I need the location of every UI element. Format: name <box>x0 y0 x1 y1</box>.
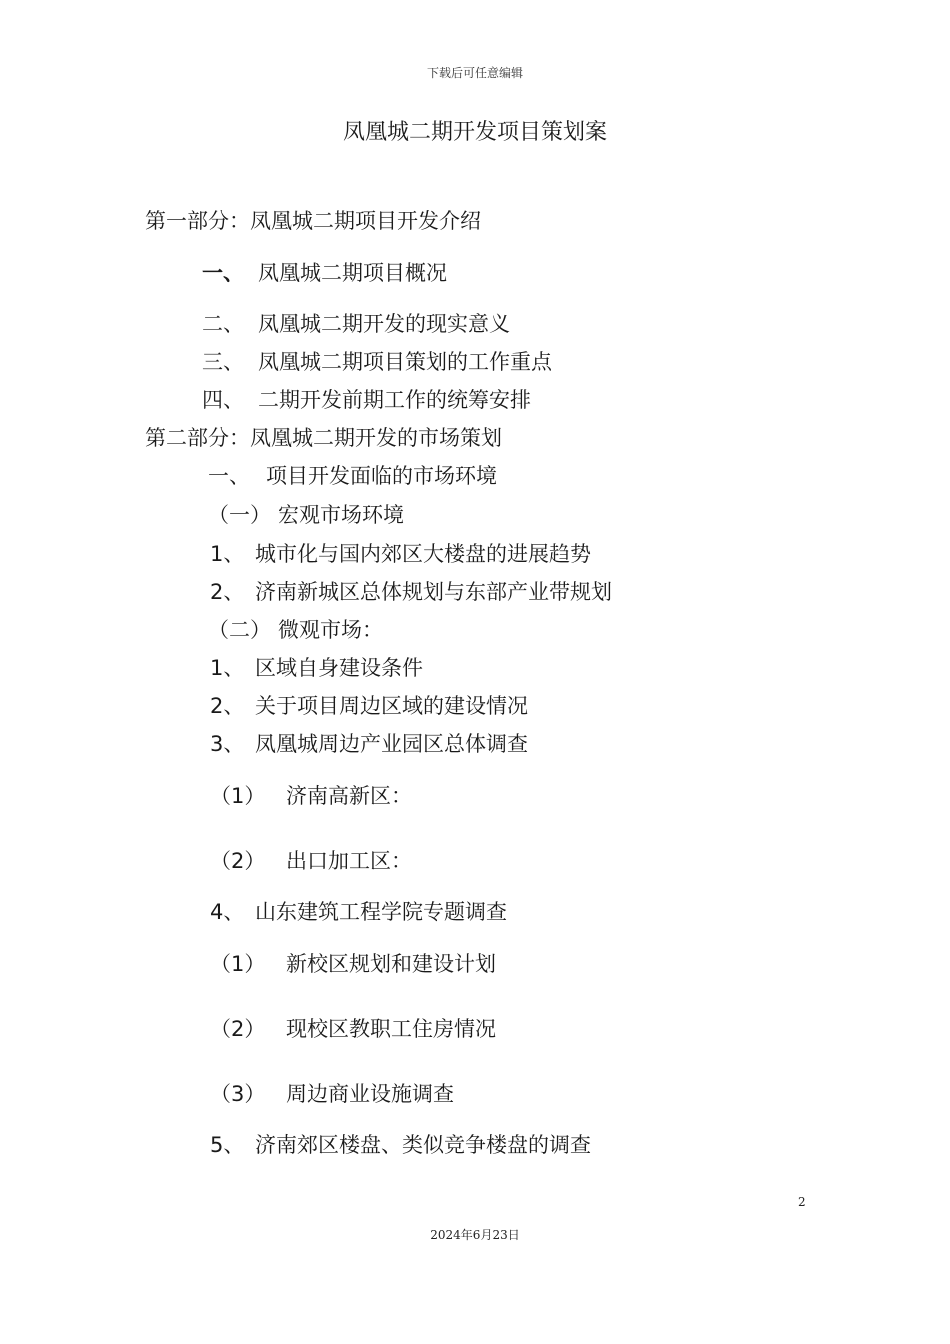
outline-item-marker: 三、 <box>202 350 244 374</box>
outline-item <box>202 390 531 411</box>
outline-item-text: 第二部分：凤凰城二期开发的市场策划 <box>145 426 502 450</box>
outline-item <box>210 544 591 565</box>
outline-item-text: 二期开发前期工作的统筹安排 <box>258 388 531 412</box>
outline-item-marker: （一） <box>208 503 271 527</box>
outline-item-text: 新校区规划和建设计划 <box>286 952 496 976</box>
outline-item-marker: 4、 <box>210 900 245 924</box>
outline-item-marker: （2） <box>210 1017 266 1041</box>
outline-item-text: 山东建筑工程学院专题调查 <box>255 900 507 924</box>
footer-date: 2024年6月23日 <box>430 1228 520 1242</box>
outline-item <box>202 314 510 335</box>
outline-item <box>210 582 612 603</box>
outline-item-text: 济南新城区总体规划与东部产业带规划 <box>255 580 612 604</box>
outline-item-marker: 1、 <box>210 542 245 566</box>
outline-item-text: 凤凰城周边产业园区总体调查 <box>255 732 528 756</box>
outline-item <box>210 851 412 872</box>
outline-item <box>210 734 528 755</box>
outline-item-text: 城市化与国内郊区大楼盘的进展趋势 <box>255 542 591 566</box>
outline-item-marker: 1、 <box>210 656 245 680</box>
outline-item-marker: （二） <box>208 618 271 642</box>
outline-item-marker: 3、 <box>210 732 245 756</box>
outline-item <box>208 466 497 487</box>
outline-item-text: 凤凰城二期项目策划的工作重点 <box>258 350 552 374</box>
header-note: 下载后可任意编辑 <box>426 66 523 80</box>
outline-item-text: 关于项目周边区域的建设情况 <box>255 694 528 718</box>
outline-item <box>210 902 507 923</box>
outline-item-marker: （3） <box>210 1082 266 1106</box>
outline-item <box>202 263 447 284</box>
outline-item-text: 周边商业设施调查 <box>286 1082 454 1106</box>
outline-item-text: 出口加工区： <box>286 849 412 873</box>
outline-item <box>145 428 502 449</box>
outline-item-text: 第一部分：凤凰城二期项目开发介绍 <box>145 209 481 233</box>
outline-item-text: 宏观市场环境 <box>278 503 404 527</box>
outline-item <box>210 696 528 717</box>
outline-item-text: 济南高新区： <box>286 784 412 808</box>
outline-item <box>210 954 496 975</box>
outline-item-text: 现校区教职工住房情况 <box>286 1017 496 1041</box>
outline-item-marker: （1） <box>210 952 266 976</box>
outline-item-text: 凤凰城二期项目概况 <box>258 261 447 285</box>
outline-item <box>208 620 383 641</box>
outline-item <box>208 505 404 526</box>
outline-item <box>210 786 412 807</box>
outline-item <box>210 1084 454 1105</box>
page-number: 2 <box>798 1195 806 1209</box>
outline-item-marker: 5、 <box>210 1133 245 1157</box>
outline-item-marker: （2） <box>210 849 266 873</box>
outline-item <box>210 658 423 679</box>
outline-item-marker: 二、 <box>202 312 244 336</box>
outline-item-marker: 四、 <box>202 388 244 412</box>
document-title: 凤凰城二期开发项目策划案 <box>342 120 607 145</box>
outline-item-marker: 一、 <box>202 261 244 285</box>
outline-item <box>210 1135 591 1156</box>
outline-item-marker: （1） <box>210 784 266 808</box>
outline-item-marker: 一、 <box>208 464 250 488</box>
outline-item-text: 微观市场： <box>278 618 383 642</box>
outline-item-text: 凤凰城二期开发的现实意义 <box>258 312 510 336</box>
outline-item-text: 项目开发面临的市场环境 <box>266 464 497 488</box>
outline-item <box>202 352 552 373</box>
outline-item-marker: 2、 <box>210 580 245 604</box>
outline-item-marker: 2、 <box>210 694 245 718</box>
outline-item-text: 济南郊区楼盘、类似竞争楼盘的调查 <box>255 1133 591 1157</box>
outline-item-text: 区域自身建设条件 <box>255 656 423 680</box>
outline-item <box>210 1019 496 1040</box>
outline-item <box>145 211 481 232</box>
